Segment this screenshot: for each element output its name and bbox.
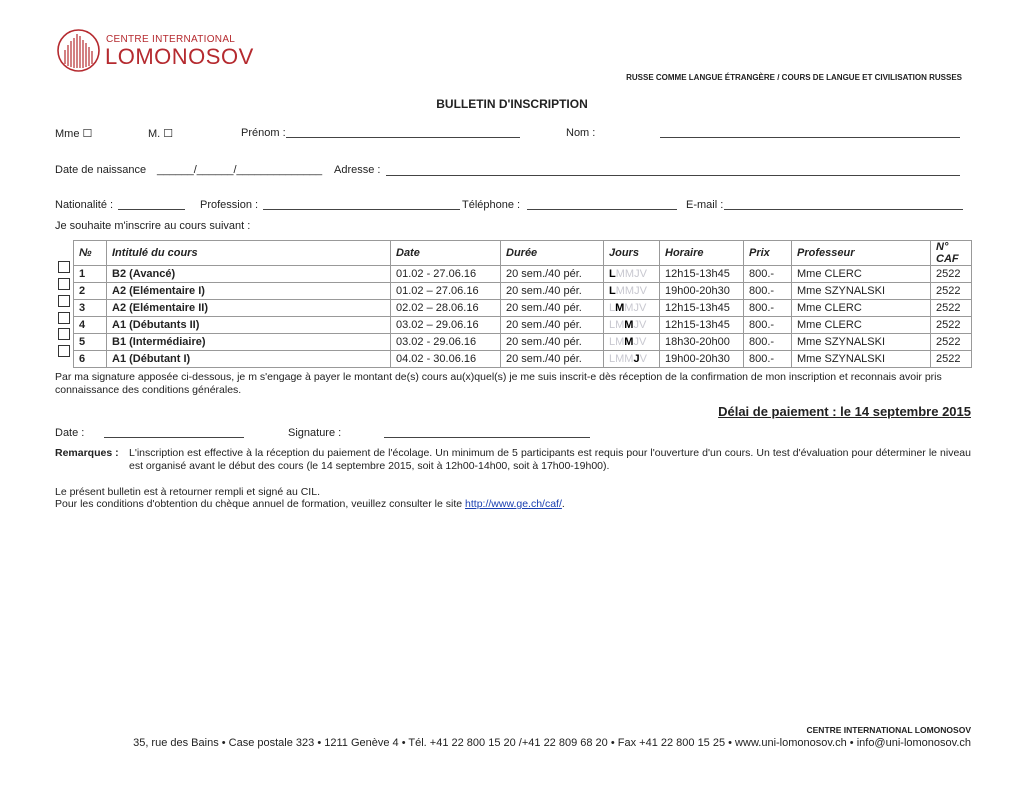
cell-caf: 2522 (931, 351, 972, 368)
cell-num: 3 (74, 300, 107, 317)
footer-address: 35, rue des Bains • Case postale 323 • 1211 Genève 4 • Tél. +41 22 800 15 20 /+41 22 809 68 20 • Fax +41 22 800 15 25 • www.uni-lomonosov.ch • info@uni-lomonosov.ch (133, 737, 971, 749)
remarques-label: Remarques : (55, 447, 119, 459)
cell-professeur: Mme SZYNALSKI (792, 334, 931, 351)
table-row (74, 283, 972, 300)
day-letter: V (638, 302, 647, 314)
day-letter: J (634, 268, 640, 280)
cell-prix: 800.- (744, 283, 792, 300)
cell-duree: 20 sem./40 pér. (501, 317, 604, 334)
cell-caf: 2522 (931, 317, 972, 334)
col-professeur: Professeur (792, 241, 931, 266)
email-label: E-mail : (686, 199, 724, 211)
table-row (74, 300, 972, 317)
logo-emblem-icon (56, 28, 101, 73)
cell-jours (604, 283, 660, 300)
cell-horaire: 12h15-13h45 (660, 300, 744, 317)
day-letter: M (615, 336, 625, 348)
cell-duree: 20 sem./40 pér. (501, 266, 604, 283)
cell-caf: 2522 (931, 334, 972, 351)
day-letter: J (633, 319, 639, 331)
cell-jours (604, 317, 660, 334)
logo-line2: LOMONOSOV (105, 44, 254, 69)
mme-checkbox[interactable]: Mme ☐ (55, 128, 93, 140)
cell-jours (604, 300, 660, 317)
table-header-row (74, 241, 972, 266)
cell-prix: 800.- (744, 334, 792, 351)
cell-horaire: 19h00-20h30 (660, 283, 744, 300)
day-letter: J (633, 302, 639, 314)
col-intitule: Intitulé du cours (107, 241, 391, 266)
signature-field[interactable] (384, 437, 590, 438)
adresse-label: Adresse : (334, 164, 381, 176)
nationalite-field[interactable] (118, 209, 185, 210)
retour-line1: Le présent bulletin est à retourner rempli et signé au CIL. (55, 486, 320, 498)
profession-label: Profession : (200, 199, 259, 211)
nationalite-label: Nationalité : (55, 199, 114, 211)
cell-date: 03.02 - 29.06.16 (391, 334, 501, 351)
logo-line1: CENTRE INTERNATIONAL (106, 34, 236, 45)
col-caf: N° CAF (931, 241, 972, 266)
day-letter: M (615, 268, 625, 280)
course-checkbox-6[interactable] (58, 345, 70, 357)
profession-field[interactable] (263, 209, 460, 210)
course-checkbox-2[interactable] (58, 278, 70, 290)
cell-horaire: 12h15-13h45 (660, 266, 744, 283)
prenom-label: Prénom : (241, 127, 286, 139)
day-letter: M (615, 319, 625, 331)
cell-intitule: A2 (Elémentaire II) (107, 300, 391, 317)
day-letter: M (615, 285, 625, 297)
adresse-field[interactable] (386, 175, 960, 176)
table-row (74, 351, 972, 368)
table-row (74, 266, 972, 283)
souhaite-label: Je souhaite m'inscrire au cours suivant : (55, 220, 251, 232)
day-letter: J (634, 285, 640, 297)
footer-org: CENTRE INTERNATIONAL LOMONOSOV (806, 725, 971, 735)
day-letter: J (633, 336, 639, 348)
telephone-label: Téléphone : (462, 199, 521, 211)
cell-date: 03.02 – 29.06.16 (391, 317, 501, 334)
col-date: Date (391, 241, 501, 266)
cell-professeur: Mme CLERC (792, 266, 931, 283)
cell-num: 5 (74, 334, 107, 351)
course-checkbox-4[interactable] (58, 312, 70, 324)
retour-line2-text: Pour les conditions d'obtention du chèque annuel de formation, veuillez consulter le site (55, 498, 466, 510)
cell-caf: 2522 (931, 283, 972, 300)
remarques-text: L'inscription est effective à la réception du paiement de l'écolage. Un minimum de 5 participants est requis pour l'ouverture d'un cours. Un test d'évaluation pour déterminer le niveau est organisé avant le début des cours (le 14 septembre 2015, soit à 12h00-14h00, soit à 17h00-19h00). (129, 447, 971, 472)
day-letter: M (624, 268, 635, 280)
course-checkbox-5[interactable] (58, 328, 70, 340)
cell-professeur: Mme CLERC (792, 300, 931, 317)
cell-date: 01.02 – 27.06.16 (391, 283, 501, 300)
nom-field[interactable] (660, 137, 960, 138)
cell-caf: 2522 (931, 300, 972, 317)
day-letter: L (609, 319, 616, 331)
cell-num: 4 (74, 317, 107, 334)
cell-prix: 800.- (744, 300, 792, 317)
day-letter: M (624, 353, 634, 365)
cell-intitule: A2 (Elémentaire I) (107, 283, 391, 300)
cell-professeur: Mme SZYNALSKI (792, 351, 931, 368)
course-checkbox-3[interactable] (58, 295, 70, 307)
engagement-text: Par ma signature apposée ci-dessous, je m s'engage à payer le montant de(s) cours au(x)quel(s) je me suis inscrit-e dès réception de la confirmation de mon inscription et reconnais avoir pris connaissance des conditions générales. (55, 371, 942, 396)
day-letter: L (609, 285, 616, 297)
cell-num: 2 (74, 283, 107, 300)
retour-line2-end: . (561, 498, 565, 510)
date-naissance-field[interactable]: ______/______/______________ (157, 164, 323, 176)
day-letter: M (624, 285, 635, 297)
cell-num: 1 (74, 266, 107, 283)
signature-label: Signature : (288, 427, 342, 439)
cell-duree: 20 sem./40 pér. (501, 334, 604, 351)
col-jours: Jours (604, 241, 660, 266)
page-title: BULLETIN D'INSCRIPTION (436, 97, 588, 111)
caf-link[interactable]: http://www.ge.ch/caf/ (465, 498, 562, 510)
sign-date-field[interactable] (104, 437, 244, 438)
cell-intitule: A1 (Débutant I) (107, 351, 391, 368)
payment-deadline: Délai de paiement : le 14 septembre 2015 (718, 404, 971, 419)
cell-prix: 800.- (744, 351, 792, 368)
header-subtitle: RUSSE COMME LANGUE ÉTRANGÈRE / COURS DE LANGUE ET CIVILISATION RUSSES (626, 73, 962, 82)
cell-date: 04.02 - 30.06.16 (391, 351, 501, 368)
col-horaire: Horaire (660, 241, 744, 266)
day-letter: V (638, 336, 647, 348)
course-checkbox-1[interactable] (58, 261, 70, 273)
day-letter: M (615, 353, 625, 365)
cell-prix: 800.- (744, 266, 792, 283)
cell-intitule: A1 (Débutants II) (107, 317, 391, 334)
cell-horaire: 12h15-13h45 (660, 317, 744, 334)
cell-intitule: B2 (Avancé) (107, 266, 391, 283)
courses-table (73, 240, 972, 368)
cell-duree: 20 sem./40 pér. (501, 300, 604, 317)
m-checkbox[interactable]: M. ☐ (148, 128, 174, 140)
cell-jours (604, 334, 660, 351)
col-duree: Durée (501, 241, 604, 266)
cell-num: 6 (74, 351, 107, 368)
day-letter: M (624, 336, 634, 348)
day-letter: M (624, 319, 634, 331)
day-letter: M (624, 302, 634, 314)
day-letter: V (639, 268, 647, 280)
day-letter: L (609, 302, 616, 314)
col-num: № (74, 241, 107, 266)
cell-professeur: Mme CLERC (792, 317, 931, 334)
cell-prix: 800.- (744, 317, 792, 334)
retour-line2 (55, 498, 973, 511)
day-letter: V (639, 285, 647, 297)
cell-jours (604, 266, 660, 283)
day-letter: L (609, 268, 616, 280)
cell-duree: 20 sem./40 pér. (501, 351, 604, 368)
day-letter: L (609, 353, 616, 365)
day-letter: V (639, 353, 647, 365)
cell-horaire: 19h00-20h30 (660, 351, 744, 368)
table-row (74, 334, 972, 351)
telephone-field[interactable] (527, 209, 677, 210)
cell-intitule: B1 (Intermédiaire) (107, 334, 391, 351)
day-letter: L (609, 336, 616, 348)
day-letter: J (633, 353, 640, 365)
col-prix: Prix (744, 241, 792, 266)
cell-professeur: Mme SZYNALSKI (792, 283, 931, 300)
sign-date-label: Date : (55, 427, 85, 439)
prenom-field[interactable] (286, 137, 520, 138)
cell-caf: 2522 (931, 266, 972, 283)
cell-date: 01.02 - 27.06.16 (391, 266, 501, 283)
day-letter: V (638, 319, 647, 331)
cell-duree: 20 sem./40 pér. (501, 283, 604, 300)
cell-horaire: 18h30-20h00 (660, 334, 744, 351)
table-row (74, 317, 972, 334)
email-field[interactable] (724, 209, 963, 210)
day-letter: M (615, 302, 625, 314)
cell-date: 02.02 – 28.06.16 (391, 300, 501, 317)
date-naissance-label: Date de naissance (55, 164, 147, 176)
cell-jours (604, 351, 660, 368)
nom-label: Nom : (566, 127, 596, 139)
